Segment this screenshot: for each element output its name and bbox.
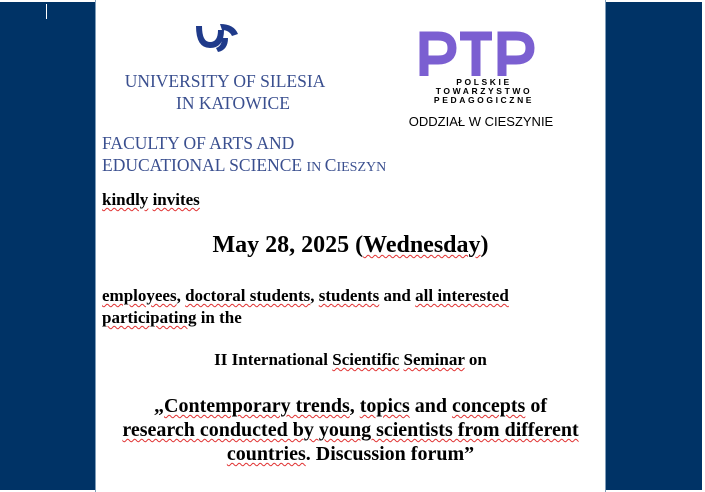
date-weekday: Wednesday: [363, 232, 481, 258]
audience-word3: students: [318, 286, 380, 305]
topic-l1-e: and: [409, 395, 452, 417]
audience-text: [102, 285, 582, 329]
topic-l2: research conducted by young scientists from different: [122, 419, 579, 441]
audience-word2: doctoral students: [185, 286, 311, 305]
audience-line2: [102, 307, 582, 329]
university-name-line2: IN KATOWICE: [176, 93, 290, 113]
ptp-branch: ODDZIAŁ W CIESZYNIE: [408, 114, 554, 129]
date-close: ): [480, 232, 489, 258]
ptp-sub-line1: POLSKIE: [456, 77, 512, 87]
invite-word-invites: invites: [152, 190, 200, 209]
topic-line1: [96, 394, 605, 418]
faculty-name: [102, 132, 522, 179]
university-name-line1: UNIVERSITY OF SILESIA: [124, 71, 326, 91]
text-cursor: [46, 4, 47, 19]
seminar-word2: Seminar: [403, 350, 465, 369]
seminar-topic: [96, 394, 605, 466]
ptp-sub-line2: TOWARZYSTWO: [435, 86, 533, 96]
date-text: May 28, 2025 (: [212, 232, 364, 258]
topic-l1-d: topics: [359, 395, 410, 417]
faculty-line2-in: IN: [306, 160, 325, 175]
faculty-city-rest: IESZYN: [336, 160, 387, 175]
seminar-word1: Scientific: [332, 350, 400, 369]
document-page[interactable]: [95, 0, 606, 492]
faculty-line2: [102, 154, 522, 179]
audience-line1: [102, 285, 582, 307]
university-name: [96, 70, 354, 114]
audience-word4: all interested: [415, 286, 509, 305]
seminar-pre: II International: [214, 350, 333, 369]
event-date: [96, 232, 605, 259]
topic-l3-b: . Discussion forum”: [305, 443, 475, 465]
university-logo-icon: [194, 20, 242, 56]
audience-tail: in the: [196, 308, 242, 327]
invitation-line: [102, 190, 200, 210]
topic-line2: [96, 418, 605, 442]
audience-word5: participating: [102, 308, 197, 327]
faculty-city-initial: C: [324, 155, 337, 175]
audience-word1: employees: [102, 286, 177, 305]
seminar-title: [96, 350, 605, 370]
topic-l3-a: countries: [226, 443, 306, 465]
faculty-line2-main: EDUCATIONAL SCIENCE: [102, 155, 307, 175]
ptp-subtitle: [422, 78, 546, 105]
topic-l1-b: Contemporary trends: [164, 395, 350, 417]
audience-sep2: ,: [310, 286, 319, 305]
audience-sep3: and: [379, 286, 416, 305]
ptp-sub-line3: PEDAGOGICZNE: [433, 95, 535, 105]
topic-l1-g: of: [525, 395, 547, 417]
topic-l1-a: „: [154, 395, 164, 417]
topic-l1-c: ,: [349, 395, 360, 417]
topic-l1-f: concepts: [451, 395, 526, 417]
seminar-post: on: [464, 350, 487, 369]
audience-sep1: ,: [176, 286, 186, 305]
topic-line3: [96, 442, 605, 466]
invite-word-kindly: kindly: [102, 190, 149, 209]
faculty-line1: FACULTY OF ARTS AND: [102, 133, 295, 153]
